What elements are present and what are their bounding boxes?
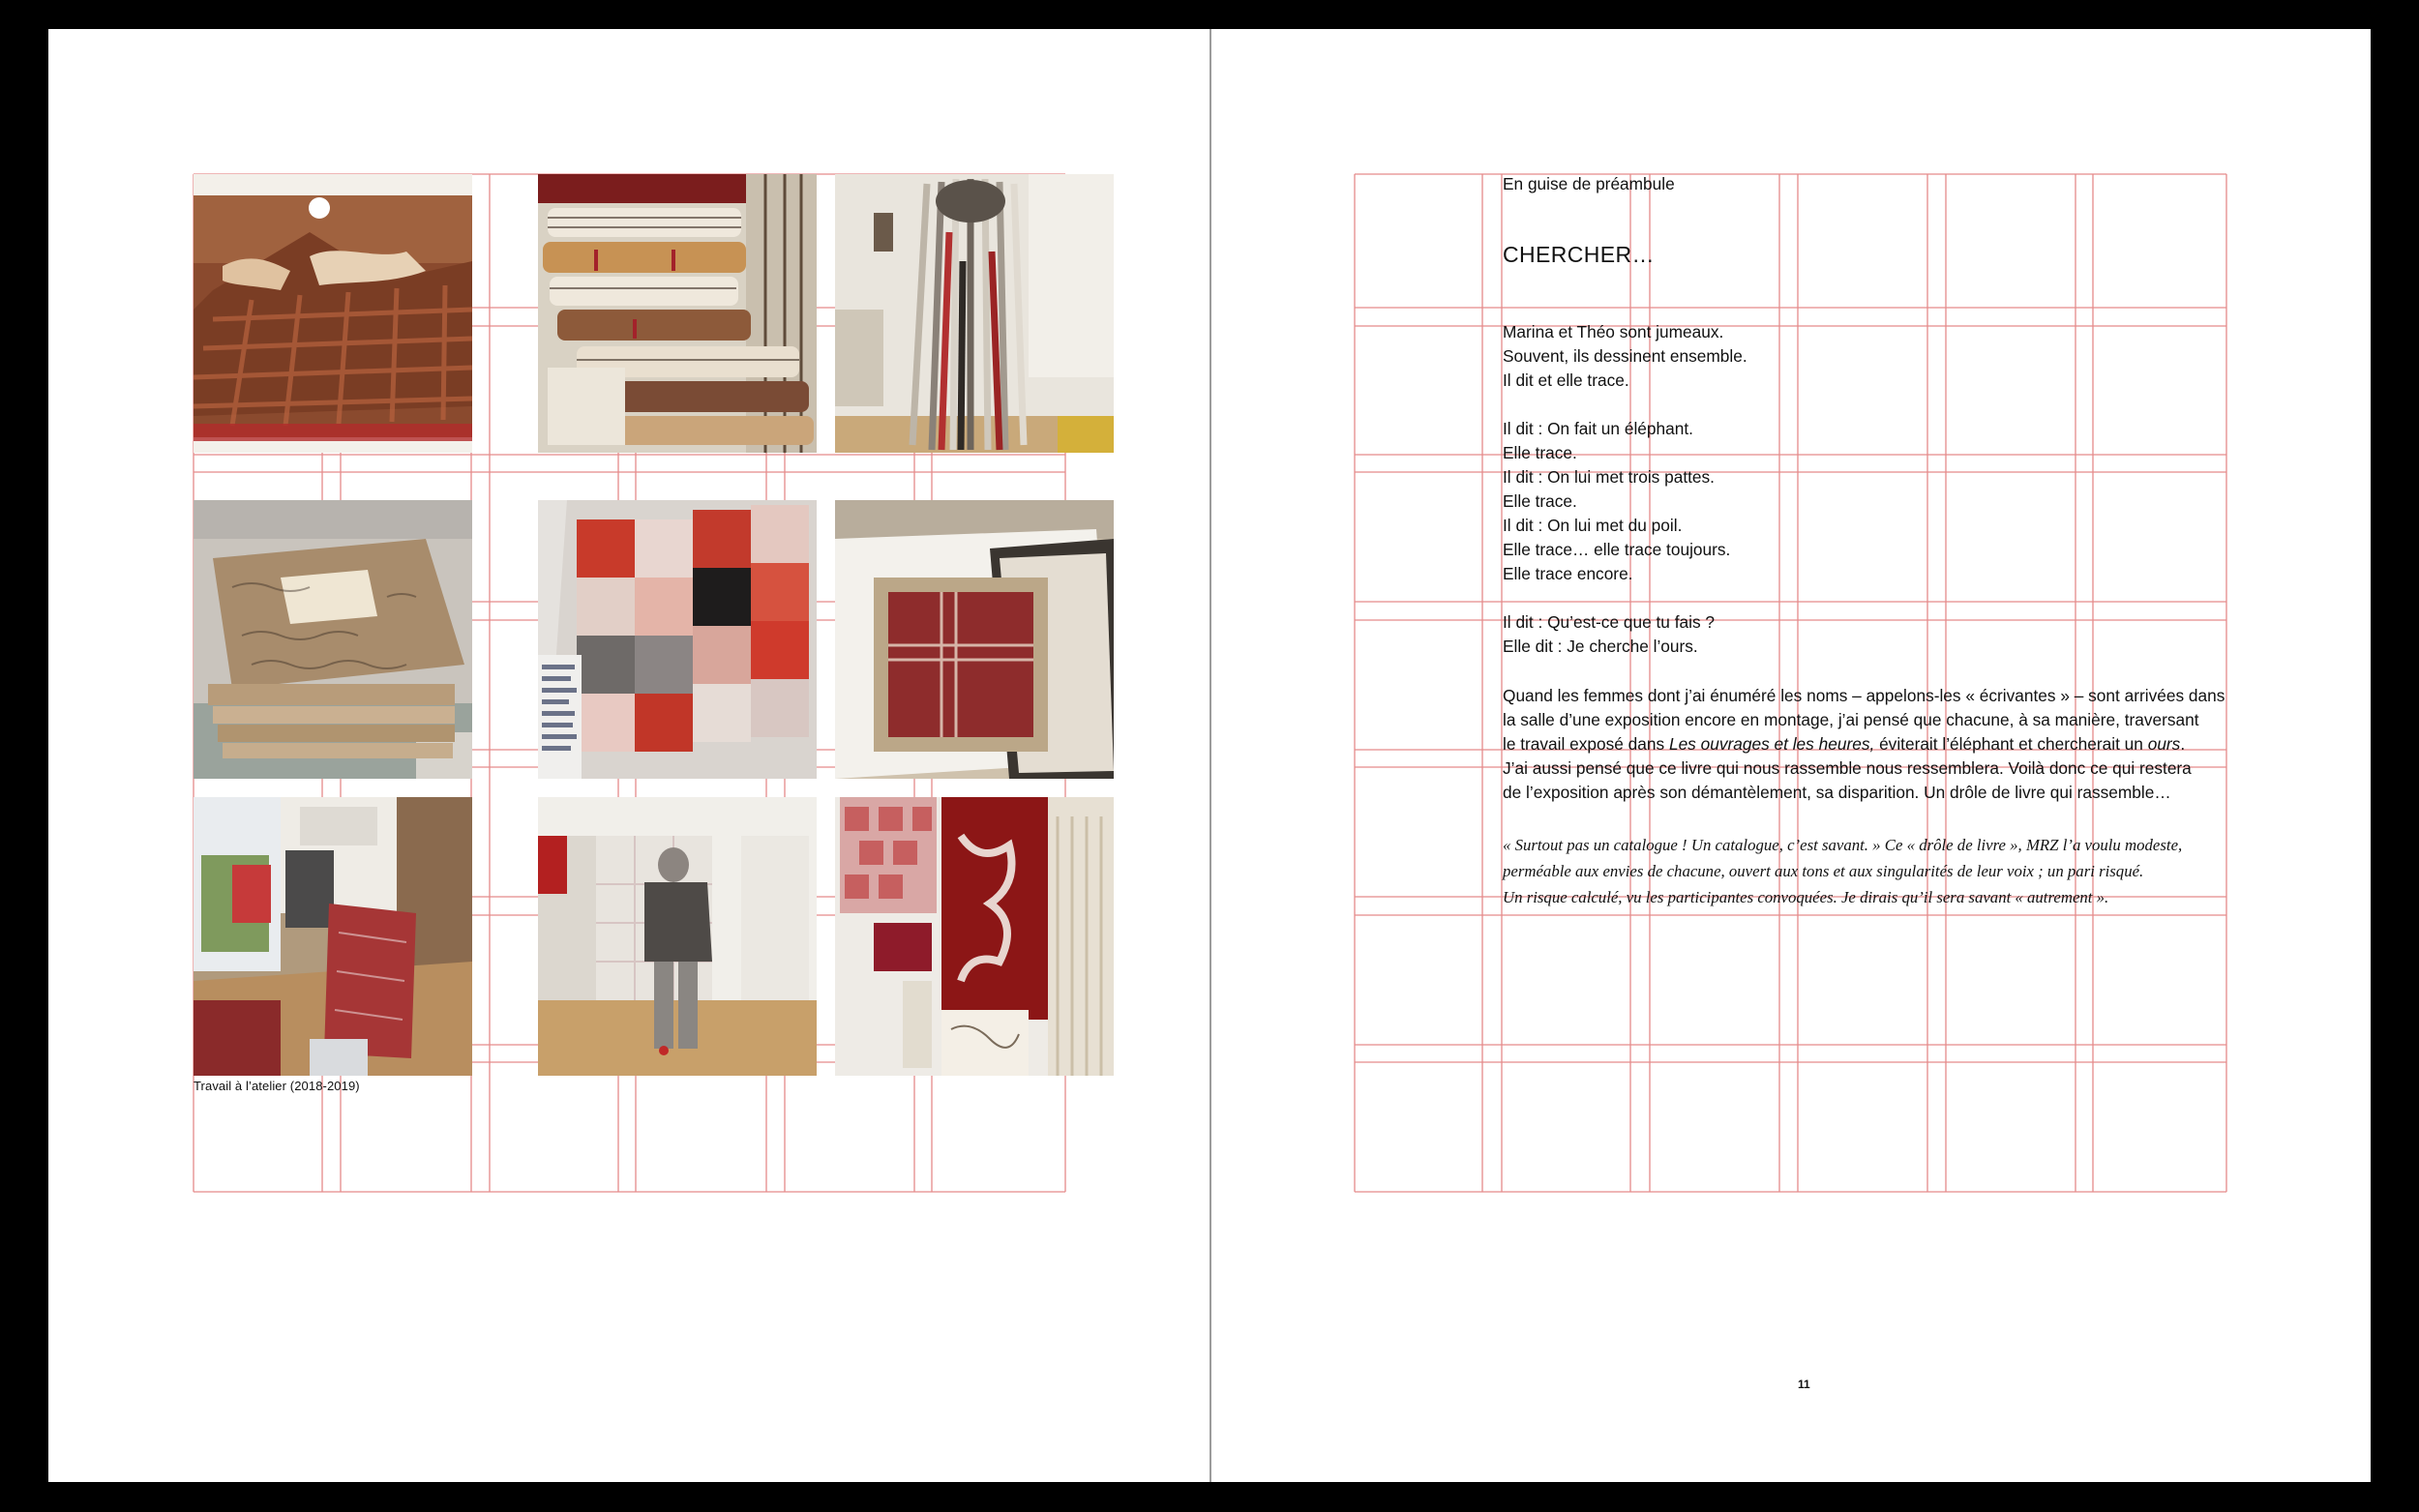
- book-gutter: [1210, 29, 1211, 1482]
- poem-line: [1503, 586, 2238, 610]
- book-spread: [48, 29, 2371, 1482]
- poem-line: Elle dit : Je cherche l’ours.: [1503, 637, 1698, 656]
- poem-block: [1503, 320, 2238, 659]
- emphasis-word: ours: [2147, 734, 2181, 754]
- poem-line: Il dit : On lui met trois pattes.: [1503, 467, 1715, 487]
- photo-ribbon-mannequin: [835, 174, 1114, 453]
- exhibition-title: Les ouvrages et les heures,: [1668, 734, 1875, 754]
- poem-line: Elle trace.: [1503, 443, 1577, 462]
- poem-line: Elle trace.: [1503, 491, 1577, 511]
- photo-wall-collage: [835, 797, 1114, 1076]
- page-number: 11: [1798, 1378, 1810, 1391]
- quote-line: perméable aux envies de chacune, ouvert aux tons et aux singularités de leur voix ; un pari risqué.: [1503, 862, 2144, 880]
- paragraph-text: éviterait l’éléphant et chercherait un: [1874, 734, 2148, 754]
- italic-quote: [1503, 832, 2238, 910]
- photo-stacked-books: [194, 500, 472, 779]
- poem-line: Souvent, ils dessinent ensemble.: [1503, 346, 1747, 366]
- paragraph-text: .: [2180, 734, 2186, 754]
- section-kicker: En guise de préambule: [1503, 174, 1675, 193]
- paragraph-line: Quand les femmes dont j’ai énuméré les noms – appelons-les « écrivantes » – sont arrivées dans: [1503, 686, 2225, 705]
- paragraph-line: J’ai aussi pensé que ce livre qui nous rassemble nous ressemblera. Voilà donc ce qui restera: [1503, 758, 2192, 778]
- paragraph-text: le travail exposé dans: [1503, 734, 1669, 754]
- poem-line: Elle trace encore.: [1503, 564, 1633, 583]
- paragraph-line: la salle d’une exposition encore en montage, j’ai pensé que chacune, à sa manière, traversant: [1503, 710, 2199, 729]
- paragraph-line: [1503, 732, 2238, 756]
- poem-line: Il dit : On lui met du poil.: [1503, 516, 1683, 535]
- poem-line: Il dit : Qu’est-ce que tu fais ?: [1503, 612, 1716, 632]
- photo-kitchen-weaving: [194, 797, 472, 1076]
- photo-framed-red-weaving: [835, 500, 1114, 779]
- paragraph-line: de l’exposition après son démantèlement, sa disparition. Un drôle de livre qui rassemble…: [1503, 783, 2171, 802]
- photo-old-print: [194, 174, 472, 453]
- quote-line: Un risque calculé, vu les participantes convoquées. Je dirais qu’il sera savant « autrement ».: [1503, 888, 2109, 906]
- section-title: CHERCHER…: [1503, 242, 1655, 267]
- poem-line: Elle trace… elle trace toujours.: [1503, 540, 1731, 559]
- poem-line: Il dit et elle trace.: [1503, 371, 1629, 390]
- photo-folded-weavings: [538, 174, 817, 453]
- quote-line: « Surtout pas un catalogue ! Un catalogue, c’est savant. » Ce « drôle de livre », MRZ l’a voulu modeste,: [1503, 836, 2183, 854]
- poem-line: Il dit : On fait un éléphant.: [1503, 419, 1693, 438]
- poem-line: Marina et Théo sont jumeaux.: [1503, 322, 1724, 341]
- photo-caption: Travail à l’atelier (2018-2019): [194, 1079, 360, 1093]
- photo-red-checker-textile: [538, 500, 817, 779]
- photo-artist-at-wall: [538, 797, 817, 1076]
- poem-line: [1503, 393, 2238, 417]
- body-paragraph: [1503, 684, 2238, 805]
